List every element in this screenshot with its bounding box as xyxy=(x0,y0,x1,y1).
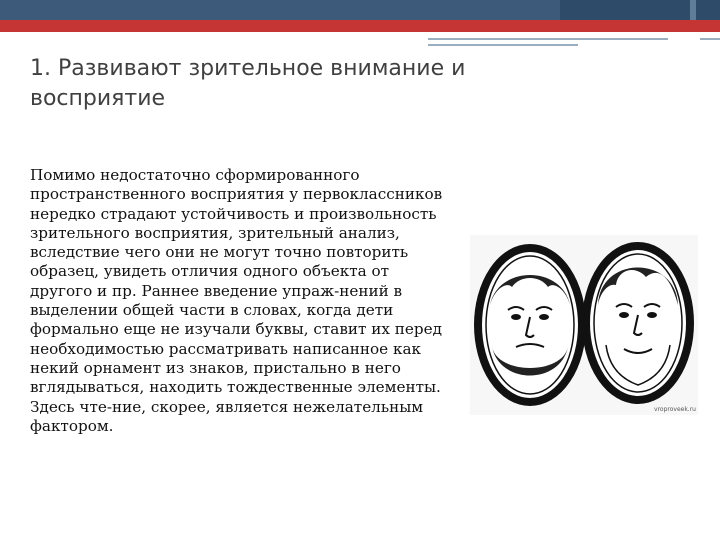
image-watermark: vroproveek.ru xyxy=(654,406,696,413)
header-thin-line-3 xyxy=(700,38,720,40)
slide-body-text: Помимо недостаточно сформированного пространственного восприятия у первоклассников нередко страдают устойчивость и произвольность зрительного восприятия, зрительный анализ, вследствие чего они не могут точно повторить образец, увидеть отличия одного объекта от другого и пр. Раннее введение упраж-нений в выделении общей части в словах, когда дети формально еще не изучали буквы, ставит их перед необходимостью рассматривать написанное как некий орнамент из знаков, пристально в него вглядываться, находить тождественные элементы. Здесь чте-ние, скорее, является нежелательным фактором. xyxy=(30,166,443,435)
slide-title: 1. Развивают зрительное внимание и восприятие xyxy=(30,56,466,111)
two-faces-image xyxy=(470,235,698,415)
header-thin-line-2 xyxy=(428,44,578,46)
left-face-icon xyxy=(478,248,582,402)
header-stripe-dark xyxy=(560,0,720,20)
header-stripe-accent xyxy=(690,0,696,20)
header-thin-line-1 xyxy=(428,38,668,40)
header-red-band xyxy=(0,20,720,32)
right-face-icon xyxy=(586,246,690,400)
faces-illustration xyxy=(470,235,698,415)
